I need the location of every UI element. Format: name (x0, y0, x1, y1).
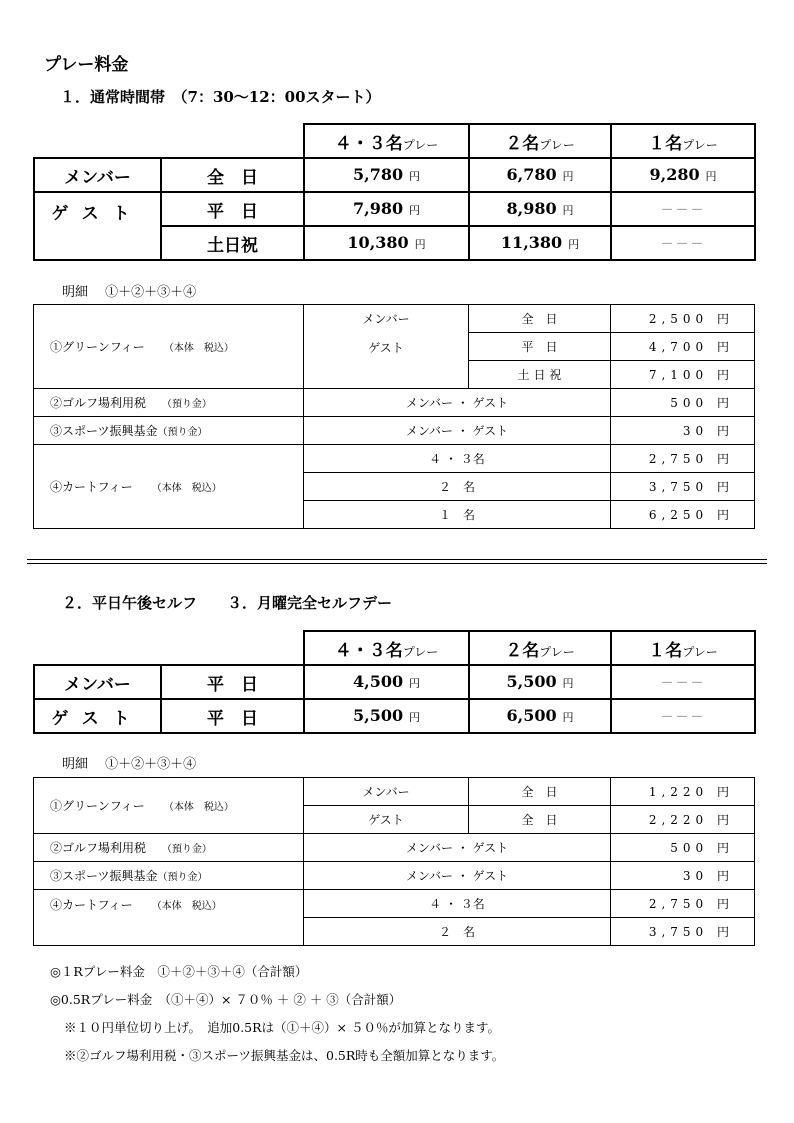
price-cell: 10,380 円 (304, 226, 469, 260)
day-label: 全 日 (469, 806, 611, 834)
guest-label: ゲスト (34, 192, 161, 260)
price-cell: 4,500 円 (304, 665, 469, 699)
day-label: 土 日 祝 (469, 361, 611, 389)
member-label: メンバー (34, 158, 161, 192)
day-label: 平 日 (161, 665, 304, 699)
price-cell: 5,500 円 (469, 665, 611, 699)
who-cell: メンバー ・ ゲスト (304, 834, 611, 862)
guest-label: ゲスト (304, 806, 469, 834)
amount-cell: 7,100 円 (611, 361, 755, 389)
amount-cell: 30 円 (611, 862, 755, 890)
section2-price-table (33, 630, 756, 734)
note-tax-fund: ※②ゴルフ場利用税・③スポーツ振興基金は、0.5R時も全額加算となります。 (64, 1048, 505, 1063)
header-1-player: １名プレー (611, 631, 755, 665)
section1-detail-table (33, 304, 755, 529)
players-cell: ２ 名 (304, 918, 611, 946)
section2-detail-table (33, 777, 755, 946)
who-cell: メンバー ・ ゲスト (304, 862, 611, 890)
member-label: メンバー (34, 665, 161, 699)
member-label: メンバー (304, 778, 469, 806)
price-cell: 11,380 円 (469, 226, 611, 260)
day-label: 平 日 (161, 192, 304, 226)
section1-title: １．通常時間帯 （7：30～12：00スタート） (60, 88, 381, 106)
price-dash: －－－ (611, 665, 755, 699)
price-cell: 5,500 円 (304, 699, 469, 733)
green-fee-label: ①グリーンフィー （本体 税込） (34, 778, 304, 834)
header-2-players: ２名プレー (469, 124, 611, 158)
players-cell: ４ ・ ３名 (304, 445, 611, 473)
price-cell: 9,280 円 (611, 158, 755, 192)
amount-cell: 2,500 円 (611, 305, 755, 333)
amount-cell: 4,700 円 (611, 333, 755, 361)
header-4-3-players: ４・３名プレー (304, 631, 469, 665)
who-cell: メンバー ・ ゲスト (304, 417, 611, 445)
header-1-player: １名プレー (611, 124, 755, 158)
golf-tax-label: ②ゴルフ場利用税 （預り金） (34, 389, 304, 417)
note-1r-fee: ◎１Rプレー料金 ①＋②＋③＋④（合計額） (50, 964, 308, 979)
green-fee-label: ①グリーンフィー （本体 税込） (34, 305, 304, 389)
day-label: 平 日 (469, 333, 611, 361)
sports-fund-label: ③スポーツ振興基金（預り金） (34, 417, 304, 445)
header-2-players: ２名プレー (469, 631, 611, 665)
day-label: 全 日 (469, 305, 611, 333)
cart-fee-label: ④カートフィー （本体 税込） (34, 890, 304, 946)
amount-cell: 3,750 円 (611, 918, 755, 946)
price-cell: 7,980 円 (304, 192, 469, 226)
price-dash: －－－ (611, 192, 755, 226)
golf-tax-label: ②ゴルフ場利用税 （預り金） (34, 834, 304, 862)
note-rounding: ※１０円単位切り上げ。 追加0.5Rは（①＋④）× ５０％が加算となります。 (64, 1020, 500, 1035)
section1-price-table (33, 123, 756, 261)
amount-cell: 30 円 (611, 417, 755, 445)
price-cell: 6,500 円 (469, 699, 611, 733)
member-label: メンバー (304, 305, 469, 333)
table-row (34, 699, 755, 733)
amount-cell: 2,750 円 (611, 445, 755, 473)
price-cell: 8,980 円 (469, 192, 611, 226)
day-label: 平 日 (161, 699, 304, 733)
cart-fee-label: ④カートフィー （本体 税込） (34, 445, 304, 529)
header-4-3-players: ４・３名プレー (304, 124, 469, 158)
sports-fund-label: ③スポーツ振興基金（預り金） (34, 862, 304, 890)
table-row (34, 665, 755, 699)
amount-cell: 2,220 円 (611, 806, 755, 834)
day-label: 全 日 (161, 158, 304, 192)
amount-cell: 2,750 円 (611, 890, 755, 918)
section-divider (27, 559, 767, 560)
price-cell: 6,780 円 (469, 158, 611, 192)
guest-label: ゲスト (34, 699, 161, 733)
amount-cell: 6,250 円 (611, 501, 755, 529)
amount-cell: 3,750 円 (611, 473, 755, 501)
amount-cell: 500 円 (611, 834, 755, 862)
table-row (34, 158, 755, 192)
day-label: 全 日 (469, 778, 611, 806)
price-cell: 5,780 円 (304, 158, 469, 192)
amount-cell: 500 円 (611, 389, 755, 417)
table-row (34, 192, 755, 226)
page-title: プレー料金 (44, 55, 129, 75)
price-dash: －－－ (611, 699, 755, 733)
day-label: 土日祝 (161, 226, 304, 260)
players-cell: １ 名 (304, 501, 611, 529)
price-dash: －－－ (611, 226, 755, 260)
who-cell: メンバー ・ ゲスト (304, 389, 611, 417)
note-half-round-fee: ◎0.5Rプレー料金 （①＋④）× ７０％ ＋ ② ＋ ③（合計額） (50, 992, 402, 1007)
section-divider (27, 563, 767, 564)
guest-label: ゲスト (304, 333, 469, 389)
players-cell: ２ 名 (304, 473, 611, 501)
amount-cell: 1,220 円 (611, 778, 755, 806)
section1-meisai: 明細 ①＋②＋③＋④ (62, 285, 197, 300)
players-cell: ４ ・ ３名 (304, 890, 611, 918)
section2-meisai: 明細 ①＋②＋③＋④ (62, 757, 197, 772)
section2-title: ２．平日午後セルフ ３．月曜完全セルフデー (62, 594, 393, 612)
